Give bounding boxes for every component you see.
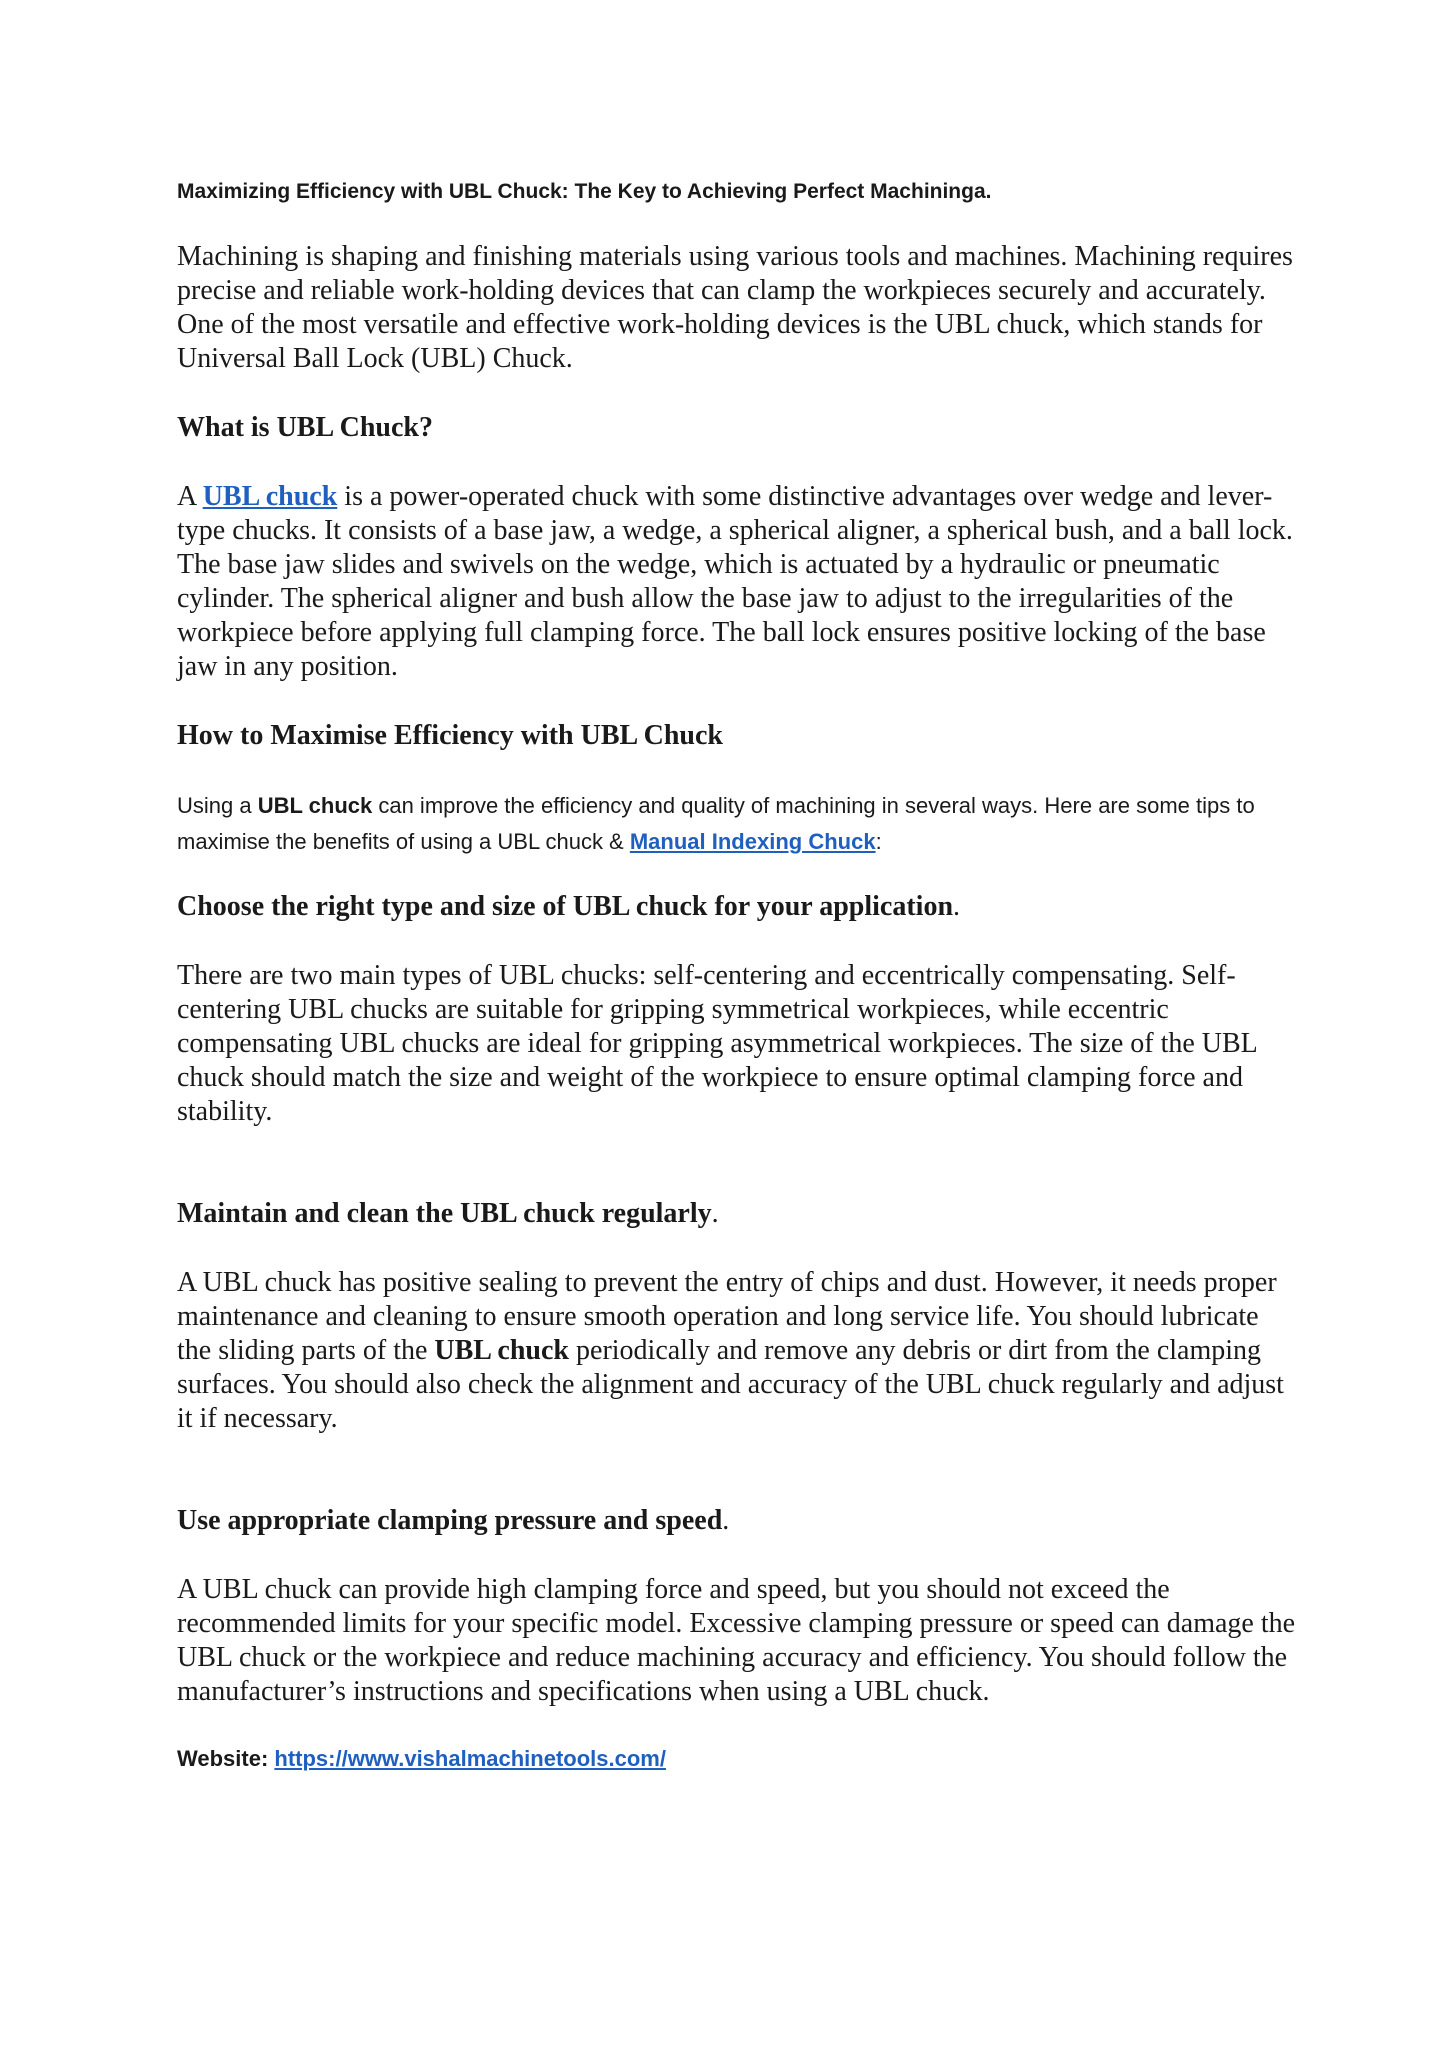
tip2-paragraph — [177, 1266, 1297, 1436]
tip1-paragraph: There are two main types of UBL chucks: self-centering and eccentrically compensating. Self-centering UBL chucks are suitable for gripping symmetrical workpieces, while eccentric compensating UBL chucks are ideal for gripping asymmetrical workpieces. The size of the UBL chuck should match the size and weight of the workpiece to ensure optimal clamping force and stability. — [177, 960, 1257, 1127]
manual-indexing-chuck-link[interactable]: Manual Indexing Chuck — [629, 829, 876, 854]
tip1-heading-dot: . — [953, 891, 961, 922]
document-title: Maximizing Efficiency with UBL Chuck: The Key to Achieving Perfect Machininga. — [177, 180, 992, 203]
tip2-text-b: periodically and remove any debris or dirt from the clamping surfaces. You should also check the alignment and accuracy of the UBL chuck regularly and adjust it if necessary. — [177, 1335, 1284, 1434]
website-line — [177, 1744, 1297, 1774]
what-is-text: is a power-operated chuck with some distinctive advantages over wedge and lever-type chucks. It consists of a base jaw, a wedge, a spherical aligner, a spherical bush, and a ball lock. The base jaw slides and swivels on the wedge, which is actuated by a hydraulic or pneumatic cylinder. The spherical aligner and bush allow the base jaw to adjust to the irregularities of the workpiece before applying full clamping force. The ball lock ensures positive locking of the base jaw in any position. — [177, 481, 1293, 682]
maximise-suffix: : — [875, 829, 882, 854]
maximise-bold: UBL chuck — [257, 793, 373, 818]
tip2-bold: UBL chuck — [434, 1335, 570, 1366]
document-page — [177, 178, 1297, 1774]
section-heading-what-is: What is UBL Chuck? — [177, 412, 433, 443]
tip2-heading — [177, 1197, 1297, 1231]
what-is-prefix: A — [177, 481, 203, 512]
maximise-prefix: Using a — [177, 793, 258, 818]
ubl-chuck-link[interactable]: UBL chuck — [202, 481, 338, 512]
tip3-heading-text: Use appropriate clamping pressure and speed — [177, 1505, 723, 1536]
tip2-heading-dot: . — [711, 1198, 719, 1229]
tip1-heading-text: Choose the right type and size of UBL chuck for your application — [177, 891, 954, 922]
website-link[interactable]: https://www.vishalmachinetools.com/ — [274, 1746, 666, 1771]
tip2-heading-text: Maintain and clean the UBL chuck regularly — [177, 1198, 712, 1229]
tip2-text-a: A UBL chuck has positive sealing to prevent the entry of chips and dust. However, it needs proper maintenance and cleaning to ensure smooth operation and long service life. You should lubricate the sliding parts of the — [177, 1267, 1277, 1366]
tip3-paragraph: A UBL chuck can provide high clamping force and speed, but you should not exceed the recommended limits for your specific model. Excessive clamping pressure or speed can damage the UBL chuck or the workpiece and reduce machining accuracy and efficiency. You should follow the manufacturer’s instructions and specifications when using a UBL chuck. — [177, 1574, 1296, 1707]
tip1-heading — [177, 890, 1297, 924]
what-is-paragraph — [177, 480, 1297, 684]
maximise-paragraph — [177, 788, 1297, 860]
tip3-heading — [177, 1504, 1297, 1538]
maximise-text: can improve the efficiency and quality of machining in several ways. Here are some tips to maximise the benefits of using a UBL chuck & — [177, 793, 1255, 854]
website-label: Website: — [177, 1746, 275, 1771]
tip3-heading-dot: . — [722, 1505, 730, 1536]
intro-paragraph: Machining is shaping and finishing materials using various tools and machines. Machining requires precise and reliable work-holding devices that can clamp the workpieces securely and accurately. One of the most versatile and effective work-holding devices is the UBL chuck, which stands for Universal Ball Lock (UBL) Chuck. — [177, 241, 1293, 374]
section-heading-maximise: How to Maximise Efficiency with UBL Chuck — [177, 720, 723, 751]
